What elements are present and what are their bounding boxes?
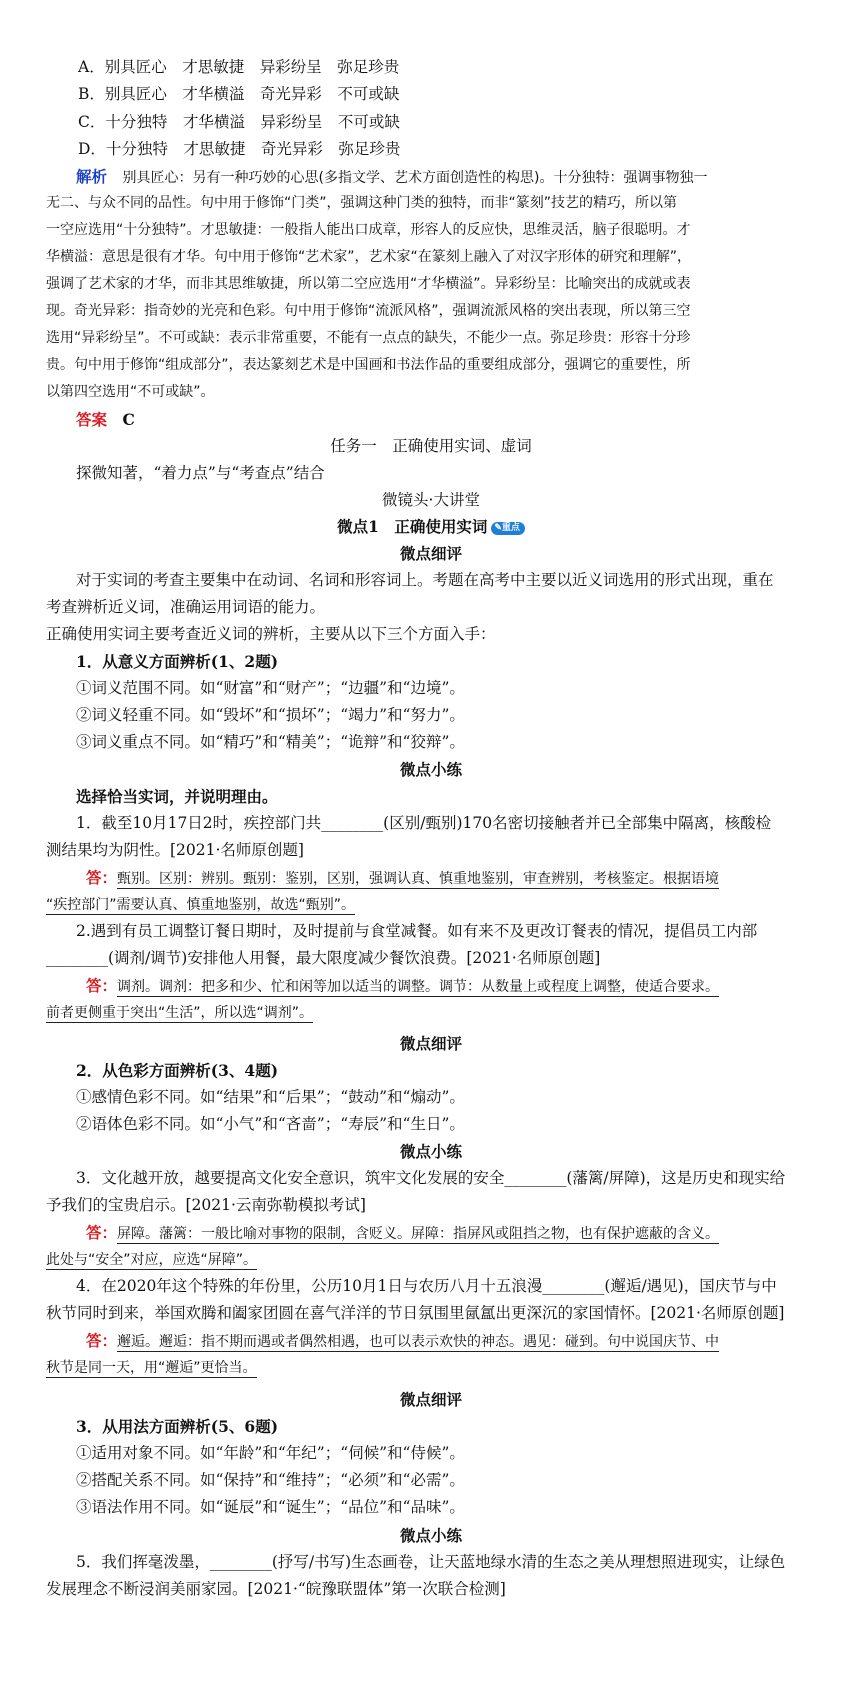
- analysis-text: 选用“异彩纷呈”。不可或缺：表示非常重要，不能有一点点的缺失，不能少一点。弥足珍贵：形容十分珍: [46, 330, 691, 346]
- review-para: 正确使用实词主要考查近义词的辨析，主要从以下三个方面入手：: [46, 625, 496, 643]
- answer-label: 答：: [86, 976, 118, 995]
- analysis-text: 华横溢：意思是很有才华。句中用于修饰“艺术家”，艺术家“在篆刻上融入了对汉字形体的研究和理解”，: [46, 249, 692, 265]
- practice-instruction: 选择恰当实词，并说明理由。: [76, 787, 278, 806]
- answer-value: C: [122, 410, 135, 429]
- review-title: 微点细评: [399, 1034, 462, 1053]
- question-3: 予我们的宝贵启示。[2021·云南弥勒模拟考试]: [46, 1196, 366, 1214]
- question-2: ________(调剂/调节)安排他人用餐，最大限度减少餐饮浪费。[2021·名师原创题]: [46, 949, 601, 967]
- review-heading: 2．从色彩方面辨析(3、4题): [76, 1061, 279, 1080]
- answer-label: 答：: [86, 868, 118, 887]
- answer-text: 前者更侧重于突出“生活”，所以选“调剂”。: [46, 1005, 314, 1021]
- analysis-text: 强调了艺术家的才华，而非其思维敏捷，所以第二空应选用“才华横溢”。异彩纷呈：比喻突出的成就或表: [46, 276, 691, 292]
- question-1: 测结果均为阴性。[2021·名师原创题]: [46, 841, 304, 859]
- answer-1: [46, 891, 816, 919]
- review-title: 微点细评: [399, 544, 462, 563]
- answer-text: 邂逅。邂逅：指不期而遇或者偶然相遇，也可以表示欢快的神态。遇见：碰到。句中说国庆节、中: [117, 1334, 720, 1350]
- question-5: 5．我们挥毫泼墨，________(抒写/书写)生态画卷，让天蓝地绿水清的生态之美从理想照进现实，让绿色: [76, 1553, 786, 1571]
- practice-title: 微点小练: [399, 1142, 462, 1161]
- key-badge-label: 重点: [501, 523, 520, 533]
- analysis-text: 以第四空选用“不可或缺”。: [46, 384, 215, 400]
- lecture-title: 微镜头·大讲堂: [382, 491, 480, 509]
- answer-text: “疾控部门”需要认真、慎重地鉴别，故选“甄别”。: [46, 897, 356, 913]
- analysis-label: 解析: [76, 167, 108, 186]
- analysis-text: 无二、与众不同的品性。句中用于修饰“门类”，强调这种门类的独特，而非“篆刻”技艺的精巧，所以第: [46, 195, 678, 211]
- answer-text: 此处与“安全”对应，应选“屏障”。: [46, 1252, 258, 1268]
- answer-text: 甄别。区别：辨别。甄别：鉴别，区别，强调认真、慎重地鉴别，审查辨别，考核鉴定。根据语境: [117, 871, 720, 887]
- question-4: 4．在2020年这个特殊的年份里，公历10月1日与农历八月十五浪漫________(邂逅/遇见)，国庆节与中: [76, 1277, 777, 1295]
- key-point-badge: [491, 522, 525, 535]
- review-item: ①感情色彩不同。如“结果”和“后果”；“鼓动”和“煽动”。: [76, 1088, 465, 1106]
- answer-text: 调剂。调剂：把多和少、忙和闲等加以适当的调整。调节：从数量上或程度上调整，使适合要求。: [117, 979, 720, 995]
- option-b: B．别具匠心 才华横溢 奇光异彩 不可或缺: [78, 85, 400, 103]
- answer-4: [86, 1327, 816, 1356]
- task-title: 任务一 正确使用实词、虚词: [330, 437, 532, 455]
- analysis-text: 现。奇光异彩：指奇妙的光亮和色彩。句中用于修饰“流派风格”，强调流派风格的突出表现，所以第三空: [46, 303, 691, 319]
- point-title: [46, 513, 816, 540]
- option-a: A．别具匠心 才思敏捷 异彩纷呈 弥足珍贵: [78, 58, 400, 76]
- intro-text: 探微知著，“着力点”与“考查点”结合: [76, 464, 325, 482]
- analysis-text: 一空应选用“十分独特”。才思敏捷：一般指人能出口成章，形容人的反应快，思维灵活，脑子很聪明。才: [46, 222, 691, 238]
- review-item: ②语体色彩不同。如“小气”和“吝啬”；“寿辰”和“生日”。: [76, 1115, 465, 1133]
- review-item: ①词义范围不同。如“财富”和“财产”；“边疆”和“边境”。: [76, 679, 465, 697]
- review-item: ③语法作用不同。如“诞辰”和“诞生”；“品位”和“品味”。: [76, 1498, 465, 1516]
- practice-title: 微点小练: [399, 760, 462, 779]
- answer-label: 答案: [76, 410, 108, 429]
- answer-4: [46, 1354, 816, 1382]
- answer-3: [46, 1246, 816, 1274]
- review-item: ③词义重点不同。如“精巧”和“精美”；“诡辩”和“狡辩”。: [76, 733, 465, 751]
- practice-title: 微点小练: [399, 1526, 462, 1545]
- question-5: 发展理念不断浸润美丽家园。[2021·“皖豫联盟体”第一次联合检测]: [46, 1580, 506, 1598]
- answer-label: 答：: [86, 1331, 118, 1350]
- review-heading: 3．从用法方面辨析(5、6题): [76, 1417, 279, 1436]
- review-item: ①适用对象不同。如“年龄”和“年纪”；“伺候”和“侍候”。: [76, 1444, 465, 1462]
- question-2: 2.遇到有员工调整订餐日期时，及时提前与食堂减餐。如有来不及更改订餐表的情况，提倡员工内部: [76, 922, 758, 940]
- answer-1: [86, 864, 816, 893]
- question-3: 3．文化越开放，越要提高文化安全意识，筑牢文化发展的安全________(藩篱/屏障)，这是历史和现实给: [76, 1169, 786, 1187]
- answer-text: 秋节是同一天，用“邂逅”更恰当。: [46, 1360, 257, 1376]
- review-item: ②搭配关系不同。如“保持”和“维持”；“必须”和“必需”。: [76, 1471, 465, 1489]
- answer-3: [86, 1219, 816, 1248]
- option-d: D．十分独特 才思敏捷 奇光异彩 弥足珍贵: [78, 140, 401, 158]
- answer-2: [86, 972, 816, 1001]
- review-item: ②词义轻重不同。如“毁坏”和“损坏”；“竭力”和“努力”。: [76, 706, 465, 724]
- question-1: 1．截至10月17日2时，疾控部门共________(区别/甄别)170名密切接触者并已全部集中隔离，核酸检: [76, 814, 772, 832]
- analysis-first-line: [76, 163, 816, 192]
- review-para: 考查辨析近义词，准确运用词语的能力。: [46, 598, 326, 616]
- key-icon: ✎: [494, 523, 502, 533]
- review-heading: 1．从意义方面辨析(1、2题): [76, 652, 279, 671]
- point-title-text: 微点1 正确使用实词: [337, 517, 488, 536]
- answer-text: 屏障。藩篱：一般比喻对事物的限制，含贬义。屏障：指屏风或阻挡之物，也有保护遮蔽的含义。: [117, 1226, 720, 1242]
- analysis-text: 贵。句中用于修饰“组成部分”，表达篆刻艺术是中国画和书法作品的重要组成部分，强调它的重要性，所: [46, 357, 691, 373]
- review-para: 对于实词的考查主要集中在动词、名词和形容词上。考题在高考中主要以近义词选用的形式出现，重在: [76, 571, 774, 589]
- option-c: C．十分独特 才华横溢 异彩纷呈 不可或缺: [78, 113, 400, 131]
- answer-line: [76, 406, 816, 434]
- review-title: 微点细评: [399, 1390, 462, 1409]
- answer-label: 答：: [86, 1223, 118, 1242]
- question-4: 秋节同时到来，举国欢腾和阖家团圆在喜气洋洋的节日氛围里氤氲出更深沉的家国情怀。[2021·名师原创题]: [46, 1304, 785, 1322]
- answer-2: [46, 999, 816, 1027]
- analysis-text: 别具匠心：另有一种巧妙的心思(多指文学、艺术方面创造性的构思)。十分独特：强调事物独一: [122, 170, 708, 186]
